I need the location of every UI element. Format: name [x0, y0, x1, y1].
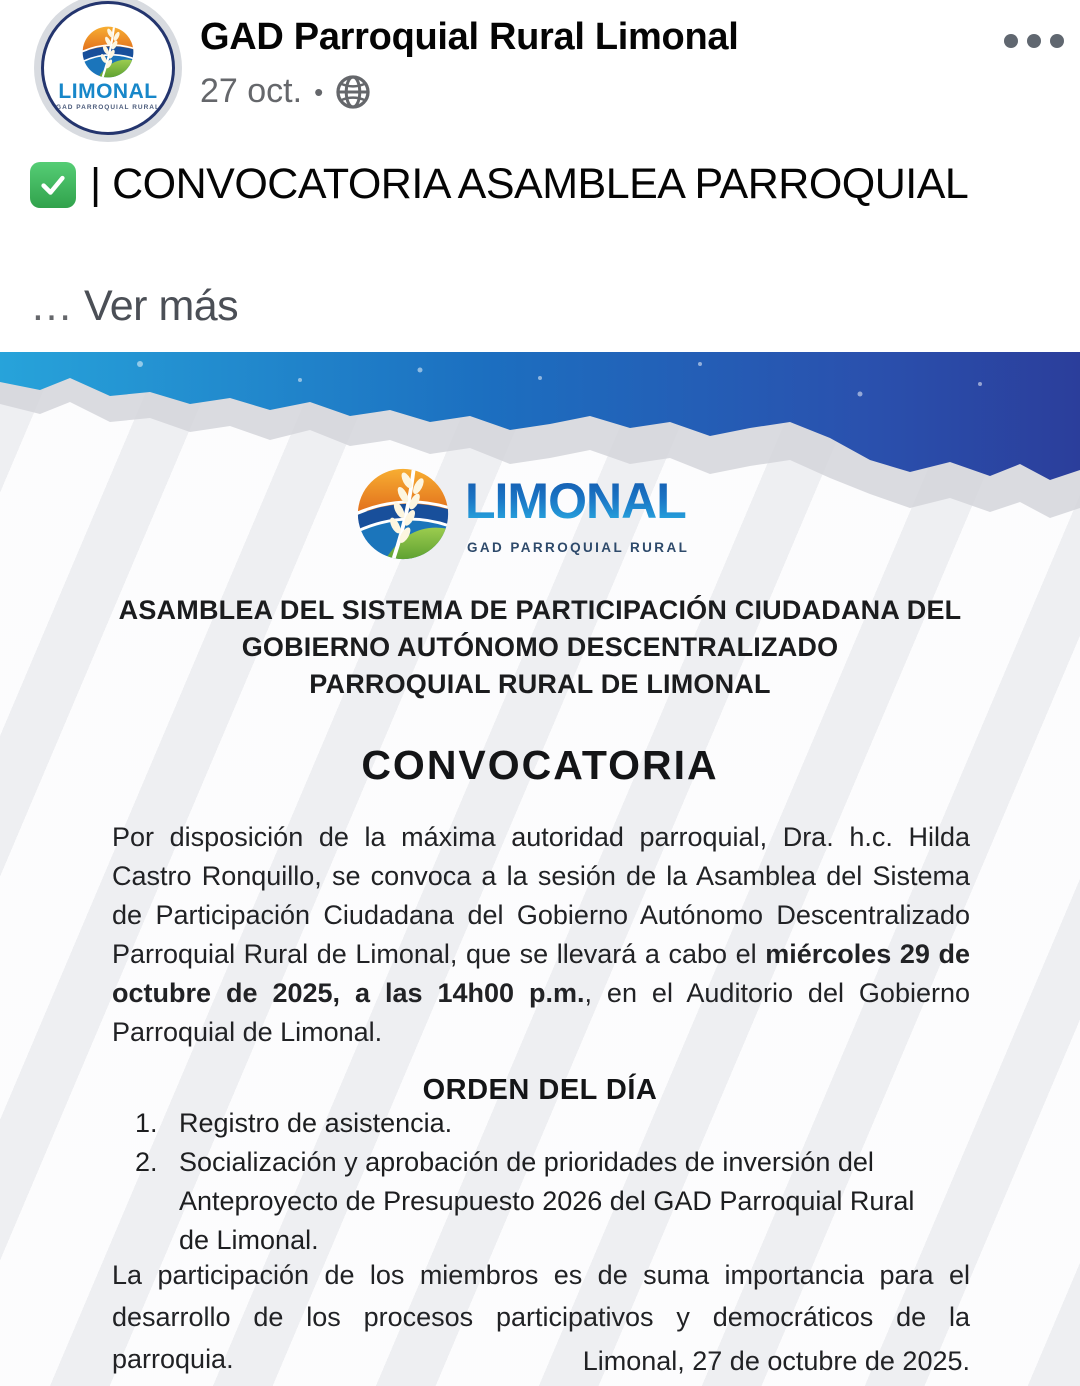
see-more-link[interactable]: Ver más	[83, 282, 239, 330]
flyer-title-line2: GOBIERNO AUTÓNOMO DESCENTRALIZADO	[241, 632, 839, 662]
agenda-title: ORDEN DEL DÍA	[422, 1074, 658, 1106]
agenda-item	[135, 1104, 915, 1143]
agenda-item-number: 2.	[135, 1147, 158, 1177]
check-mark-emoji	[30, 162, 76, 208]
flyer-heading: CONVOCATORIA	[361, 742, 719, 788]
avatar[interactable]	[34, 0, 182, 142]
flyer-logo-text	[465, 462, 725, 566]
post-attachment-image[interactable]	[0, 352, 1080, 1386]
flyer-logo-name: LIMONAL	[465, 473, 686, 529]
flyer-title-line1: ASAMBLEA DEL SISTEMA DE PARTICIPACIÓN CIUDADANA DEL	[118, 595, 962, 625]
agenda-item-number: 1.	[135, 1108, 158, 1138]
post-header	[0, 0, 1080, 150]
see-more-row	[30, 282, 238, 331]
globe-icon	[335, 74, 371, 110]
meta-separator: •	[314, 76, 324, 107]
limonal-emblem-icon-large	[355, 466, 451, 562]
post-meta[interactable]	[200, 72, 371, 111]
flyer-logo-subtitle: GAD PARROQUIAL RURAL	[467, 540, 690, 555]
flyer-dateline: Limonal, 27 de octubre de 2025.	[582, 1346, 970, 1376]
flyer-title	[60, 592, 1020, 703]
agenda-item-text: Registro de asistencia.	[179, 1108, 453, 1138]
author-name[interactable]: GAD Parroquial Rural Limonal	[200, 16, 739, 58]
agenda-item-text: Socialización y aprobación de prioridades de inversión del Anteproyecto de Presupuesto 2026 del GAD Parroquial Rural de Limonal.	[179, 1147, 915, 1255]
avatar-logo-title: LIMONAL	[58, 79, 158, 103]
limonal-emblem-icon	[81, 25, 135, 79]
body-part1: Por disposición de la máxima autoridad parroquial, Dra. h.c. Hilda Castro Ronquillo, se convoca a la sesión de la Asamblea del Sistema de Participación Ciudadana del Gobierno Autónomo Descentralizado Parroquial Rural de Limonal, que se llevará a cabo el	[112, 822, 970, 969]
post-message	[30, 160, 968, 209]
truncation-ellipsis: …	[30, 282, 73, 330]
flyer-logo	[0, 462, 1080, 566]
flyer-body-paragraph	[112, 818, 970, 1052]
timestamp: 27 oct.	[200, 72, 303, 110]
body-bold-date: miércoles 29 de octubre de 2025, a las 14h00 p.m.	[112, 939, 971, 1008]
avatar-logo-subtitle: GAD PARROQUIAL RURAL	[56, 103, 160, 111]
agenda-list	[135, 1104, 915, 1260]
flyer-title-line3: PARROQUIAL RURAL DE LIMONAL	[309, 669, 771, 699]
agenda-item	[135, 1143, 915, 1260]
avatar-logo	[41, 1, 175, 135]
flyer-closing-paragraph: La participación de los miembros es de suma importancia para el desarrollo de los procesos participativos y democráticos de la parroquia.	[112, 1260, 970, 1374]
post-options-icon[interactable]	[998, 28, 1070, 54]
post-message-text: | CONVOCATORIA ASAMBLEA PARROQUIAL	[90, 160, 969, 208]
body-part2: , en el Auditorio del Gobierno Parroquial de Limonal.	[112, 978, 971, 1047]
